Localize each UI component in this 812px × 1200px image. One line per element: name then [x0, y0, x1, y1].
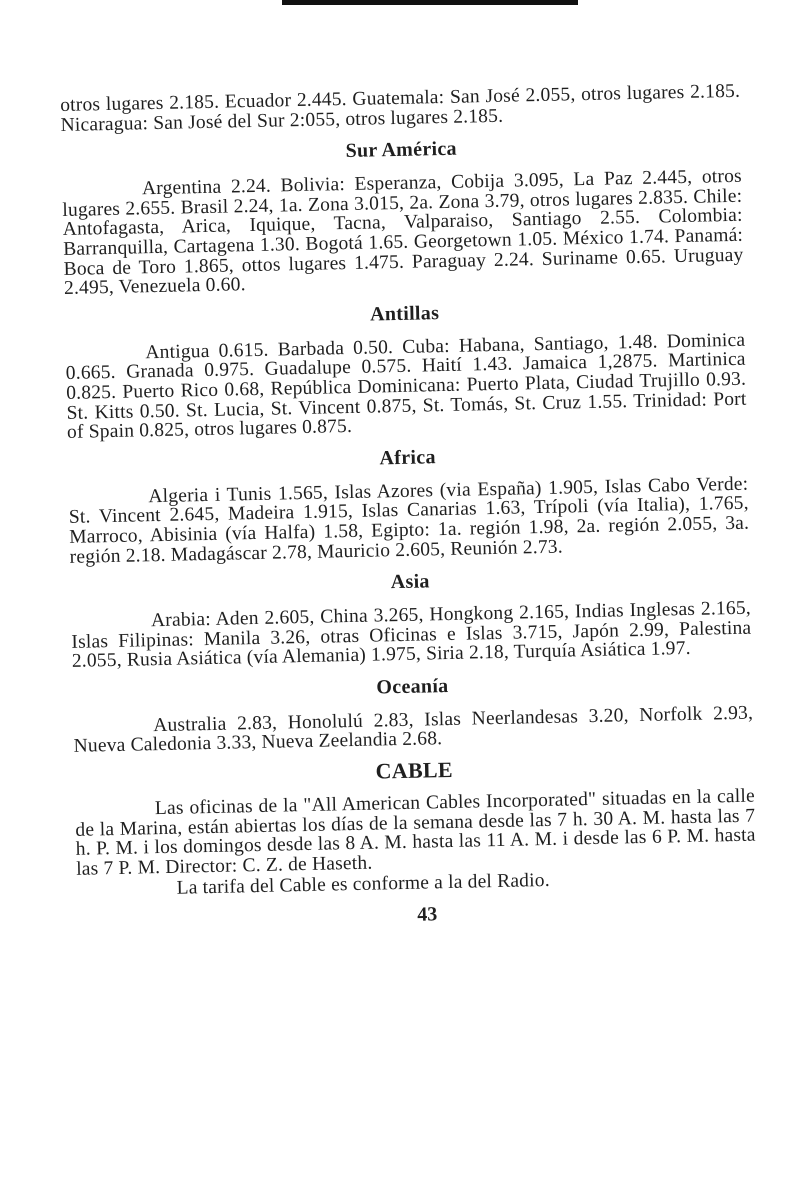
oceania-paragraph: Australia 2.83, Honolulú 2.83, Islas Neerlandesas 3.20, Norfolk 2.93, Nueva Caledonia 3.33, Nueva Zeelandia 2.68. [73, 702, 754, 758]
heading-antillas: Antillas [369, 301, 440, 326]
document-page [60, 82, 757, 934]
heading-oceania: Oceanía [376, 674, 449, 699]
heading-sur-america: Sur América [345, 137, 458, 163]
antillas-paragraph: Antigua 0.615. Barbada 0.50. Cuba: Habana, Santiago, 1.48. Dominica 0.665. Granada 0.975. Guadalupe 0.575. Haití 1.43. Jamaica 1,2875. Martinica 0.825. Puerto Rico 0.68, República Dominicana: Puerto Plata, Ciudad Trujillo 0.93. St. Kitts 0.50. St. Lucia, St. Vincent 0.875, St. Tomás, St. Cruz 1.55. Trinidad: Port of Spain 0.825, otros lugares 0.875. [65, 329, 747, 444]
sur-america-paragraph: Argentina 2.24. Bolivia: Esperanza, Cobija 3.095, La Paz 2.445, otros lugares 2.655. Brasil 2.24, 1a. Zona 3.015, 2a. Zona 3.79, otros lugares 2.835. Chile: Antofagasta, Arica, Iquique, Tacna, Valparaiso, Santiago 2.55. Colombia: Barranquilla, Cartagena 1.30. Bogotá 1.65. Georgetown 1.05. México 1.74. Panamá: Boca de Toro 1.865, ottos lugares 1.475. Paraguay 2.24. Suriname 0.65. Uruguay 2.495, Venezuela 0.60. [62, 165, 744, 300]
heading-cable: CABLE [375, 756, 454, 784]
top-edge-rule [282, 0, 578, 5]
africa-paragraph: Algeria i Tunis 1.565, Islas Azores (via España) 1.905, Islas Cabo Verde: St. Vincent 2.645, Madeira 1.915, Islas Canarias 1.63, Trípoli (vía Italia), 1.765, Marroco, Abisinia (vía Halfa) 1.58, Egipto: 1a. región 1.98, 2a. región 2.055, 3a. región 2.18. Madagáscar 2.78, Mauricio 2.605, Reunión 2.73. [68, 473, 750, 568]
tarifa-paragraph: La tarifa del Cable es conforme a la del Radio. [176, 870, 551, 900]
heading-africa: Africa [379, 445, 436, 470]
intro-paragraph: otros lugares 2.185. Ecuador 2.445. Guatemala: San José 2.055, otros lugares 2.185. Nicaragua: San José del Sur 2:055, otros lugares 2.185. [59, 80, 741, 136]
asia-paragraph: Arabia: Aden 2.605, China 3.265, Hongkong 2.165, Indias Inglesas 2.165, Islas Filipinas: Manila 3.26, otras Oficinas e Islas 3.715, Japón 2.99, Palestina 2.055, Rusia Asiática (vía Alemania) 1.975, Siria 2.18, Turquía Asiática 1.97. [71, 597, 752, 673]
cable-paragraph: Las oficinas de la "All American Cables Incorporated" situadas en la calle de la Marina, están abiertas los días de la semana desde las 7 h. 30 A. M. hasta las 7 h. P. M. i los domingos desde las 8 A. M. hasta las 11 A. M. i desde las 6 P. M. hasta las 7 P. M. Director: C. Z. de Haseth. [75, 785, 756, 880]
page-number: 43 [416, 903, 438, 926]
heading-asia: Asia [390, 570, 430, 594]
